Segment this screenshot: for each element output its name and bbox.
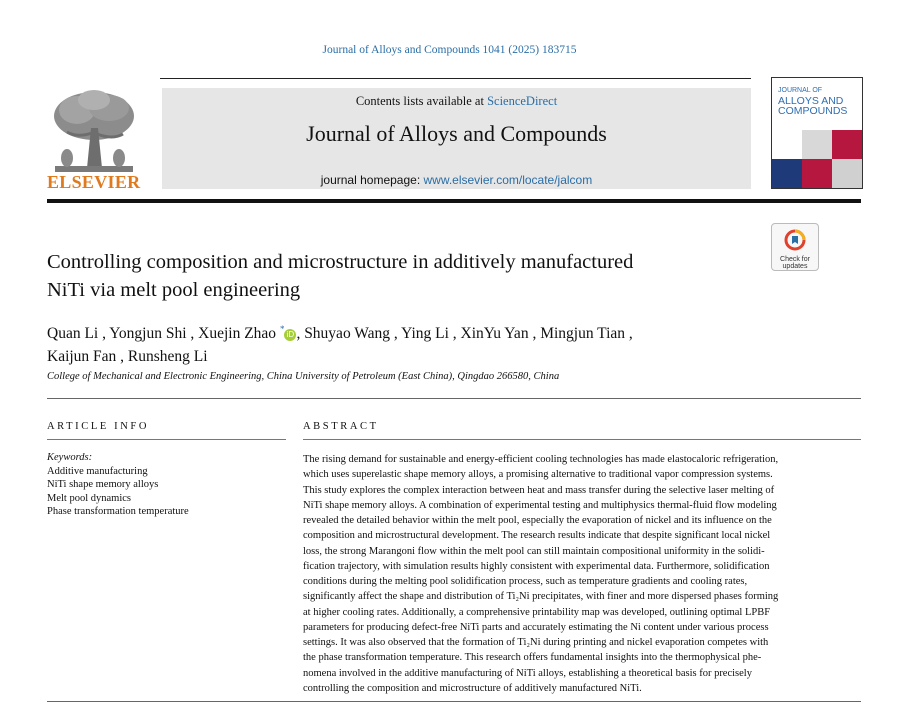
keywords-list — [47, 451, 287, 519]
corresponding-author-mark[interactable]: * — [279, 324, 285, 334]
cover-line-1: JOURNAL OF — [778, 87, 823, 94]
keyword-item: NiTi shape memory alloys — [47, 479, 159, 491]
homepage-prefix: journal homepage: — [320, 173, 424, 187]
abstract-line: The rising demand for sustainable and energy-efficient cooling technologies has made elastocaloric refrigeration, — [303, 454, 779, 465]
check-for-updates-button[interactable] — [771, 223, 819, 271]
abstract-heading: ABSTRACT — [303, 421, 379, 432]
check-updates-line-2: updates — [782, 263, 808, 270]
keywords-label: Keywords: — [47, 452, 93, 463]
article-title — [47, 248, 757, 304]
abstract-line: controlling the composition and microstructure of additively manufactured NiTi. — [303, 682, 642, 694]
elsevier-wordmark: ELSEVIER — [47, 172, 141, 192]
abstract-body — [303, 452, 861, 696]
abstract-line: This study explores the complex interaction between heat and mass transfer during the selective laser melting of — [303, 484, 775, 496]
abstract-line: significantly affect the shape and distribution of Ti₂Ni precipitates, with finer and more dispersed phases forming — [303, 591, 779, 603]
elsevier-tree-logo — [47, 88, 141, 174]
abstract-line: at higher cooling rates. Additionally, a comprehensive printability map was developed, outlining optimal LPBF — [303, 606, 771, 618]
author-list — [47, 318, 747, 368]
abstract-line: which uses superelastic shape memory alloys, a promising alternative to traditional vapor compression systems. — [303, 469, 773, 481]
author-affiliation: College of Mechanical and Electronic Engineering, China University of Petroleum (East China), Qingdao 266580, China — [47, 371, 560, 382]
abstract-line: the phase transformation temperature. This research offers fundamental insights into the thermophysical phe- — [303, 652, 762, 664]
article-title-line-2: NiTi via melt pool engineering — [47, 279, 301, 301]
orcid-icon[interactable]: iD — [284, 329, 296, 341]
masthead-rule — [47, 199, 861, 203]
check-updates-icon — [784, 229, 806, 251]
article-title-line-1: Controlling composition and microstructure in additively manufactured — [47, 251, 634, 273]
abstract-line: conditions during the melting pool solidification process, such as temperature gradients and cooling rates, — [303, 576, 748, 587]
contents-prefix: Contents lists available at — [355, 94, 488, 108]
keyword-item: Additive manufacturing — [47, 465, 148, 477]
sciencedirect-link[interactable]: ScienceDirect — [487, 94, 558, 108]
journal-cover-thumbnail[interactable] — [771, 77, 863, 189]
abstract-rule — [303, 439, 861, 440]
journal-homepage — [162, 173, 751, 187]
cover-line-2: ALLOYS AND — [778, 95, 844, 107]
article-info-rule — [47, 439, 286, 440]
author-line-2[interactable]: Kaijun Fan , Runsheng Li — [47, 348, 208, 366]
contents-availability — [162, 94, 751, 109]
bottom-rule — [47, 701, 861, 702]
check-updates-line-1: Check for — [780, 256, 810, 263]
abstract-line: fication trajectory, with simulation results highly consistent with experimental data. Furthermore, solidification — [303, 560, 770, 572]
article-info-heading: ARTICLE INFO — [47, 421, 150, 432]
header-rule — [160, 78, 751, 79]
homepage-link[interactable]: www.elsevier.com/locate/jalcom — [423, 173, 593, 187]
cover-title — [778, 86, 862, 116]
author-line-1 — [47, 318, 747, 345]
abstract-line: revealed the detailed behavior within the melt pool, especially the evaporation of nickel and its influence on the — [303, 515, 772, 526]
abstract-line: nomena involved in the additive manufacturing of NiTi alloys, establishing a theoretical basis for precisely — [303, 667, 752, 679]
journal-banner — [162, 88, 751, 189]
cover-graphic — [772, 130, 862, 188]
authors-segment-1[interactable]: Quan Li , Yongjun Shi , Xuejin Zhao — [47, 325, 277, 343]
abstract-line: settings. It was also observed that the formation of Ti₂Ni during printing and nickel evaporation competes with — [303, 637, 769, 648]
keyword-item: Melt pool dynamics — [47, 492, 131, 504]
abstract-line: composition and microstructural development. The research results indicate that despite significant local nickel — [303, 530, 771, 542]
journal-name: Journal of Alloys and Compounds — [306, 121, 607, 146]
abstract-line: parameters for producing defect-free NiTi parts and accurately estimating the Ni content under various process — [303, 621, 769, 633]
authors-segment-2[interactable]: , Shuyao Wang , Ying Li , XinYu Yan , Mingjun Tian , — [296, 325, 633, 343]
cover-line-3: COMPOUNDS — [778, 105, 848, 117]
journal-citation[interactable]: Journal of Alloys and Compounds 1041 (2025) 183715 — [322, 44, 577, 56]
section-rule — [47, 398, 861, 399]
abstract-line: loss, the strong Marangoni flow within the melt pool can still maintain compositional uniformity in the solidi- — [303, 545, 765, 557]
abstract-line: NiTi shape memory alloys. A combination of experimental testing and multiphysics thermal-fluid flow modeling — [303, 499, 777, 511]
keyword-item: Phase transformation temperature — [47, 506, 189, 518]
